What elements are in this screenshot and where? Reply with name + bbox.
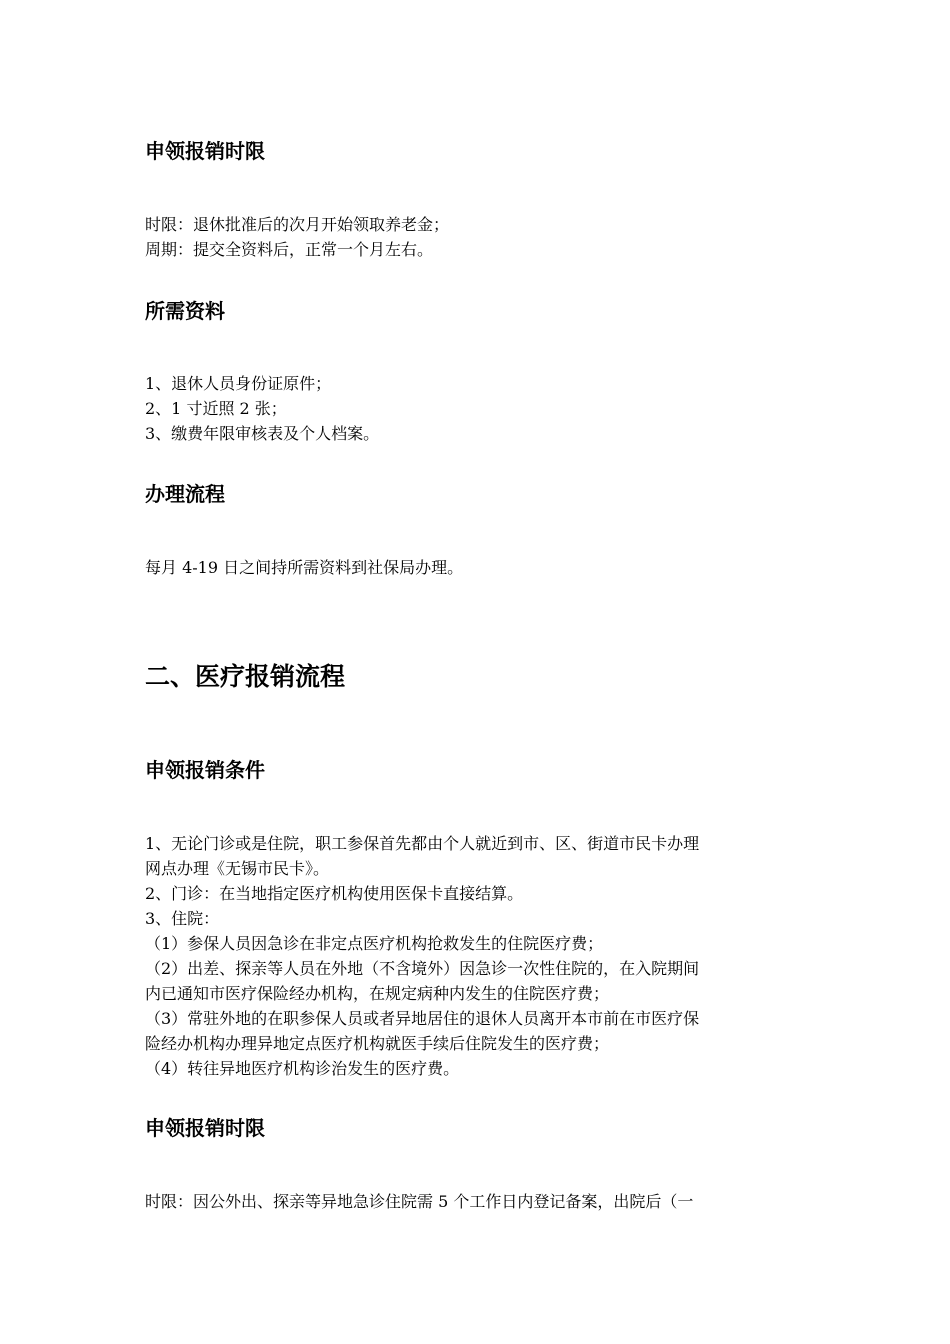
text-line: （1）参保人员因急诊在非定点医疗机构抢救发生的住院医疗费； [145, 934, 604, 953]
text-line: 险经办机构办理异地定点医疗机构就医手续后住院发生的医疗费； [145, 1034, 610, 1053]
text-line: 周期：提交全资料后，正常一个月左右。 [145, 240, 434, 259]
text-line: 内已通知市医疗保险经办机构，在规定病种内发生的住院医疗费； [145, 984, 610, 1003]
paragraph-pension-time [145, 212, 810, 262]
text-line: 网点办理《无锡市民卡》。 [145, 859, 330, 878]
paragraph-medical-time [145, 1189, 810, 1214]
heading-medical-time: 申领报销时限 [145, 1116, 265, 1140]
paragraph-pension-materials [145, 371, 810, 446]
text-line: （4）转往异地医疗机构诊治发生的医疗费。 [145, 1059, 460, 1078]
paragraph-medical-conditions [145, 831, 810, 1081]
text-line: 1、无论门诊或是住院，职工参保首先都由个人就近到市、区、街道市民卡办理 [145, 834, 700, 853]
title-medical-reimbursement: 二、医疗报销流程 [145, 662, 346, 691]
text-line: 3、住院： [145, 909, 220, 928]
text-line: 2、1 寸近照 2 张； [145, 399, 287, 418]
heading-pension-time: 申领报销时限 [145, 139, 265, 163]
text-line: （2）出差、探亲等人员在外地（不含境外）因急诊一次性住院的，在入院期间 [145, 959, 700, 978]
heading-medical-conditions: 申领报销条件 [145, 758, 265, 782]
paragraph-pension-process [145, 555, 810, 580]
text-line: 时限：退休批准后的次月开始领取养老金； [145, 215, 450, 234]
heading-pension-process: 办理流程 [145, 482, 225, 506]
text-line: 每月 4-19 日之间持所需资料到社保局办理。 [145, 558, 464, 577]
text-line: （3）常驻外地的在职参保人员或者异地居住的退休人员离开本市前在市医疗保 [145, 1009, 700, 1028]
text-line: 1、退休人员身份证原件； [145, 374, 332, 393]
heading-pension-materials: 所需资料 [145, 299, 225, 323]
text-line: 时限：因公外出、探亲等异地急诊住院需 5 个工作日内登记备案，出院后（一 [145, 1192, 694, 1211]
text-line: 3、缴费年限审核表及个人档案。 [145, 424, 380, 443]
text-line: 2、门诊：在当地指定医疗机构使用医保卡直接结算。 [145, 884, 524, 903]
